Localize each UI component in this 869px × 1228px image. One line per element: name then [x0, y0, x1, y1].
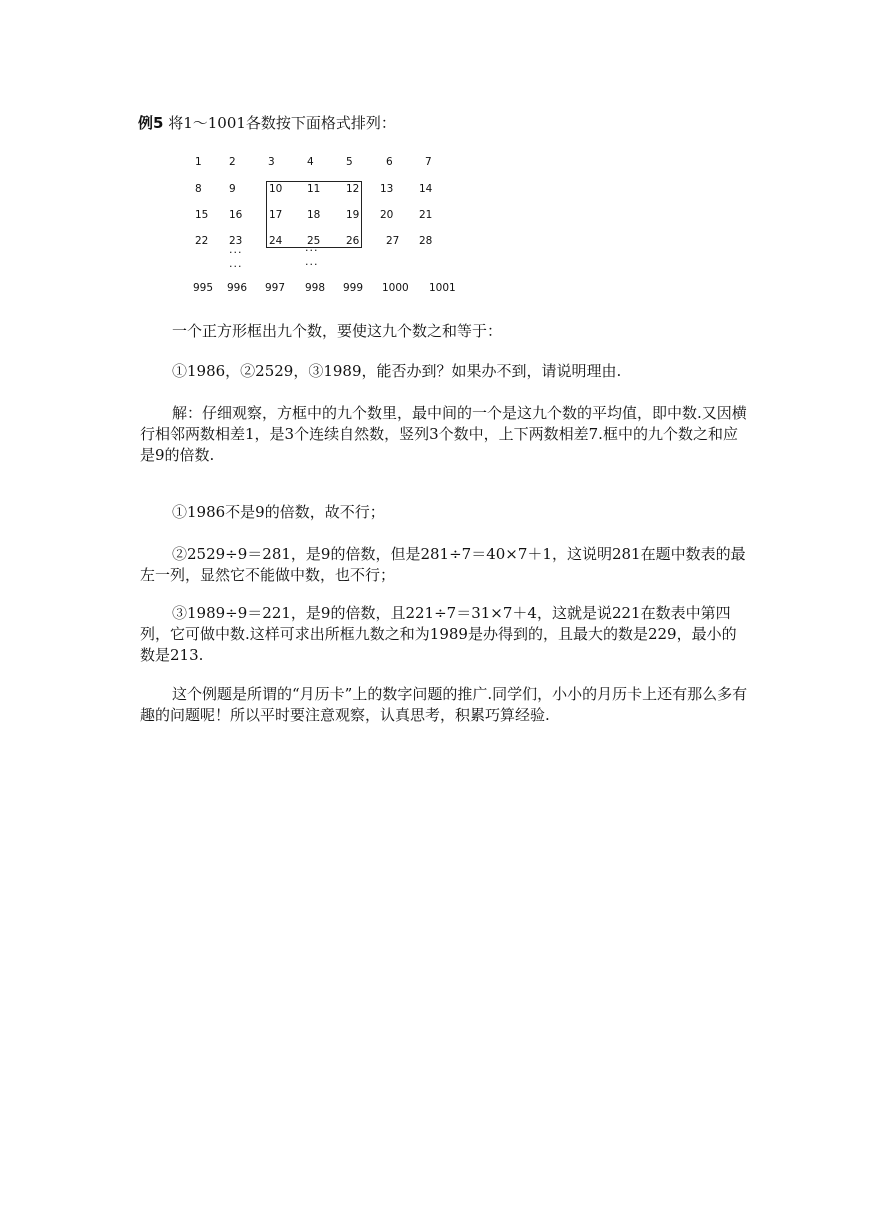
table-cell: 25	[307, 235, 321, 247]
table-cell: 998	[305, 282, 326, 294]
paragraph-solution: 解：仔细观察，方框中的九个数里，最中间的一个是这九个数的平均值，即中数.又因横行相邻两数相差1，是3个连续自然数，竖列3个数中，上下两数相差7.框中的九个数之和应是9的倍数.	[140, 404, 747, 464]
table-cell: 996	[227, 282, 248, 294]
table-cell: 4	[307, 156, 314, 168]
table-cell: 24	[269, 235, 283, 247]
table-cell: 5	[346, 156, 353, 168]
table-cell: 13	[380, 183, 394, 195]
table-cell: 999	[343, 282, 364, 294]
table-cell: 10	[269, 183, 283, 195]
table-cell: 1001	[429, 282, 456, 294]
example-title	[138, 113, 396, 133]
selection-square-frame	[266, 181, 362, 248]
ellipsis: ···	[229, 260, 243, 273]
table-cell: 21	[419, 209, 433, 221]
paragraph-conclusion: 这个例题是所谓的“月历卡”上的数字问题的推广.同学们，小小的月历卡上还有那么多有趣的问题呢！所以平时要注意观察，认真思考，积累巧算经验.	[140, 685, 748, 724]
table-cell: 27	[386, 235, 400, 247]
table-cell: 18	[307, 209, 321, 221]
table-cell: 20	[380, 209, 394, 221]
table-cell: 1	[195, 156, 202, 168]
table-cell: 17	[269, 209, 283, 221]
table-cell: 14	[419, 183, 433, 195]
table-cell: 9	[229, 183, 236, 195]
table-cell: 8	[195, 183, 202, 195]
table-cell: 997	[265, 282, 286, 294]
table-cell: 2	[229, 156, 236, 168]
ellipsis: ···	[305, 258, 319, 271]
paragraph-case-3: ③1989÷9＝221，是9的倍数，且221÷7＝31×7＋4，这就是说221在数表中第四列，它可做中数.这样可求出所框九数之和为1989是办得到的，且最大的数是229，最小的数是213.	[140, 604, 737, 664]
table-cell: 7	[425, 156, 432, 168]
example-statement: 将1～1001各数按下面格式排列：	[168, 114, 396, 132]
table-cell: 1000	[382, 282, 409, 294]
ellipsis: ···	[229, 246, 243, 259]
table-cell: 19	[346, 209, 360, 221]
table-cell: 23	[229, 235, 243, 247]
paragraph-case-2: ②2529÷9＝281，是9的倍数，但是281÷7＝40×7＋1，这说明281在题中数表的最左一列，显然它不能做中数，也不行；	[140, 545, 746, 584]
table-cell: 6	[386, 156, 393, 168]
example-label: 例5	[138, 114, 164, 132]
paragraph-question: ①1986，②2529，③1989，能否办到？如果办不到，请说明理由.	[172, 362, 622, 380]
ellipsis: ···	[305, 244, 319, 257]
table-cell: 26	[346, 235, 360, 247]
table-cell: 16	[229, 209, 243, 221]
table-cell: 3	[268, 156, 275, 168]
paragraph-condition: 一个正方形框出九个数，要使这九个数之和等于：	[172, 322, 503, 340]
table-cell: 28	[419, 235, 433, 247]
paragraph-case-1: ①1986不是9的倍数，故不行；	[172, 503, 385, 521]
table-cell: 15	[195, 209, 209, 221]
table-cell: 12	[346, 183, 360, 195]
table-cell: 22	[195, 235, 209, 247]
table-cell: 995	[193, 282, 214, 294]
table-cell: 11	[307, 183, 321, 195]
